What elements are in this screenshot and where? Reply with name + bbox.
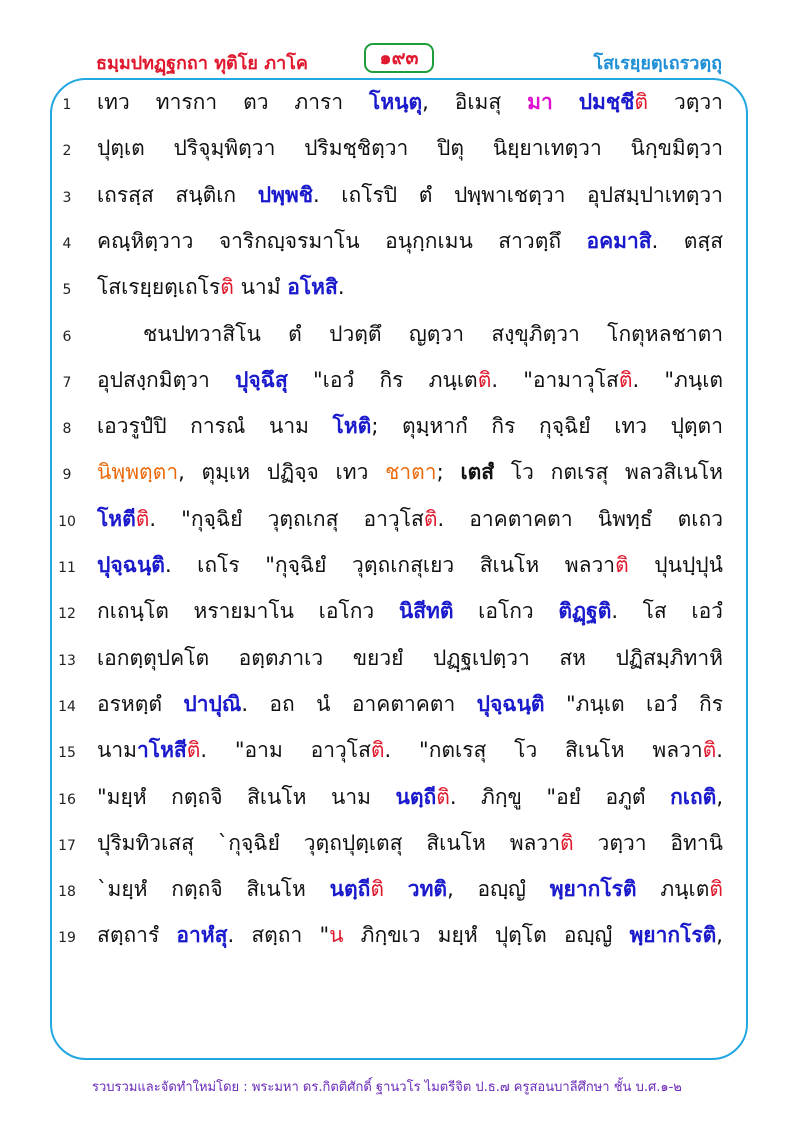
line-number: 5: [62, 282, 72, 299]
line-text: [97, 828, 723, 858]
text-segment: . "อาม อาวุโส: [200, 738, 371, 763]
text-segment: อุปสงฺกมิตฺวา: [97, 367, 236, 392]
highlighted-word: พฺยากโรติ: [629, 923, 717, 948]
highlighted-word: อาหํสุ: [176, 923, 228, 948]
text-segment: . "ภนฺเต: [632, 367, 723, 392]
text-line: [0, 639, 800, 685]
line-number: 12: [58, 606, 76, 623]
text-segment: "เอวํ กิร ภนฺเต: [287, 367, 478, 392]
highlighted-word: าโหสี: [137, 738, 187, 763]
text-segment: . "กุจฺฉิยํ วุตฺถเกสุ อาวุโส: [149, 506, 424, 531]
highlighted-word: ปมชฺชี: [578, 90, 635, 114]
line-text: [97, 87, 723, 117]
text-segment: , อิเมสุ: [422, 90, 528, 114]
text-line: [0, 268, 800, 314]
text-segment: นาม: [97, 738, 137, 763]
text-segment: .: [337, 275, 345, 300]
text-segment: . เถโรปิ ตํ ปพฺพาเชตฺวา อุปสมฺปาเทตฺวา: [313, 182, 723, 207]
highlighted-word: ติ: [370, 738, 385, 763]
text-segment: . "อามาวุโส: [491, 367, 619, 392]
text-segment: วตฺวา: [648, 90, 723, 114]
highlighted-word: กเถติ: [670, 784, 717, 809]
line-number: 15: [58, 745, 76, 762]
line-number: 2: [62, 143, 72, 160]
text-segment: เถรสฺส สนฺติเก: [97, 182, 258, 207]
highlighted-word: อคมาสิ: [586, 228, 652, 253]
line-text: [97, 457, 723, 487]
highlighted-word: ติฏฺฐติ: [558, 599, 612, 624]
highlighted-word: ปาปุณิ: [183, 691, 242, 716]
text-segment: . โส เอวํ: [611, 599, 723, 624]
page-number-badge: ๑๙๓: [364, 43, 434, 73]
line-text: [97, 365, 723, 395]
text-segment: ปุนปฺปุนํ: [628, 553, 723, 577]
text-segment: . อาคตาคตา นิพทฺธํ ตเถว: [437, 506, 723, 531]
highlighted-word: ติ: [370, 877, 385, 902]
line-number: 19: [58, 930, 76, 947]
text-segment: ภิกฺขเว มยฺหํ ปุตฺโต อญฺญํ: [343, 923, 630, 948]
highlighted-word: นิพฺพตฺตา: [97, 460, 179, 485]
text-line: [0, 778, 800, 824]
text-segment: "มยฺหํ กตฺถจิ สิเนโห นาม: [97, 784, 396, 809]
text-segment: เอวรูปํปิ การณํ นาม: [97, 414, 333, 439]
line-text: [97, 689, 723, 719]
line-text: [97, 874, 723, 904]
line-number: 8: [62, 421, 72, 438]
line-number: 3: [62, 189, 72, 206]
highlighted-word: ปพฺพชิ: [257, 182, 314, 207]
highlighted-word: ติ: [702, 738, 717, 763]
highlighted-word: โหติ: [332, 414, 372, 439]
text-segment: โว กตเรสุ พลวสิเนโห: [494, 460, 723, 485]
highlighted-word: ชาตา: [385, 460, 437, 485]
highlighted-word: ติ: [634, 90, 649, 114]
text-segment: .: [716, 738, 723, 763]
text-line: [0, 824, 800, 870]
text-segment: ปุริมทิวเสสุ `กุจฺฉิยํ วุตฺถปุตฺเตสุ สิเนโห พลวา: [97, 830, 561, 855]
text-line: [0, 500, 800, 546]
highlighted-word: โหตี: [97, 506, 136, 531]
section-title: โสเรยฺยตฺเถรวตฺถุ: [593, 53, 722, 74]
text-segment: ,: [716, 784, 723, 809]
highlighted-word: ปุจฺฉึสุ: [235, 367, 288, 392]
text-line: [0, 731, 800, 777]
text-line: [0, 176, 800, 222]
highlighted-word: ปุจฺฉนฺติ: [97, 553, 165, 577]
line-text: [97, 596, 723, 626]
text-line: [0, 592, 800, 638]
line-number: 13: [58, 652, 76, 669]
footer-credit: รวบรวมและจัดทำใหม่โดย : พระมหา ดร.กิตติศักดิ์ ฐานวโร ไมตรีจิต ป.ธ.๗ ครูสอนบาลีศึกษา ชั้น บ.ศ.๑-๒: [92, 1080, 682, 1095]
highlighted-word: นตฺถี: [395, 784, 437, 809]
text-line: [0, 546, 800, 592]
highlighted-word: ติ: [477, 367, 492, 392]
text-segment: วตฺวา อิทานิ: [573, 830, 723, 855]
page-header: [0, 40, 800, 80]
line-text: [97, 782, 723, 812]
text-segment: อรหตฺตํ: [97, 691, 184, 716]
text-line: [0, 83, 800, 129]
highlighted-word: พฺยากโรติ: [549, 877, 637, 902]
line-text: [97, 226, 723, 256]
line-number: 4: [62, 235, 72, 252]
line-number: 17: [58, 837, 76, 854]
highlighted-word: ติ: [709, 877, 723, 902]
text-segment: . ตสฺส: [651, 228, 723, 253]
text-segment: , อญฺญํ: [447, 877, 550, 902]
text-segment: ; ตุมฺหากํ กิร กุจฺฉิยํ เทว ปุตฺตา: [371, 414, 723, 439]
line-text: [97, 180, 723, 210]
line-number: 10: [58, 513, 76, 530]
text-segment: ชนปทวาสิโน ตํ ปวตฺตึ ญตฺวา สงฺขุภิตฺวา โกตุหลชาตา: [143, 321, 723, 346]
line-number: 14: [58, 698, 76, 715]
highlighted-word: ติ: [560, 830, 574, 855]
line-text: [97, 920, 723, 950]
highlighted-word: ติ: [186, 738, 201, 763]
line-text: [143, 319, 723, 349]
text-segment: , ตุมฺเห ปฏิจฺจ เทว: [178, 460, 386, 485]
text-line: [0, 685, 800, 731]
line-text: [97, 550, 723, 580]
text-segment: สตฺถารํ: [97, 923, 177, 948]
text-segment: เอโกว: [453, 599, 559, 624]
highlighted-word: น: [329, 923, 344, 948]
text-segment: ,: [716, 923, 723, 948]
line-number: 9: [62, 467, 72, 484]
text-segment: ปุตฺเต ปริจุมฺพิตฺวา ปริมชฺชิตฺวา ปิตุ นิยฺยาเทตฺวา นิกฺขมิตฺวา: [97, 136, 723, 161]
text-line: [0, 453, 800, 499]
line-number: 18: [58, 884, 76, 901]
highlighted-word: มา: [527, 90, 553, 114]
highlighted-word: เตสํ: [460, 460, 495, 485]
text-segment: "ภนฺเต เอวํ กิร: [544, 691, 723, 716]
highlighted-word: โหนฺตุ: [369, 90, 423, 114]
text-segment: . สตฺถา ": [227, 923, 330, 948]
text-segment: นามํ: [233, 275, 288, 300]
highlighted-word: ติ: [135, 506, 150, 531]
text-segment: ;: [436, 460, 461, 485]
line-text: [97, 272, 723, 302]
line-text: [97, 133, 723, 163]
highlighted-word: ติ: [436, 784, 450, 809]
highlighted-word: ติ: [423, 506, 438, 531]
text-segment: . ภิกฺขู "อยํ อภูตํ: [449, 784, 671, 809]
text-line: [0, 870, 800, 916]
highlighted-word: ติ: [220, 275, 234, 300]
text-segment: . อถ นํ อาคตาคตา: [241, 691, 477, 716]
book-title: ธมฺมปทฏฺฐกถา ทุติโย ภาโค: [96, 53, 308, 74]
text-line: [0, 361, 800, 407]
text-segment: [384, 877, 408, 901]
highlighted-word: วทติ: [407, 877, 448, 902]
text-segment: เอกตฺตุปคโต อตฺตภาเว ขยวยํ ปฏฺฐเปตฺวา สห ปฏิสมฺภิทาหิ: [97, 645, 723, 670]
text-line: [0, 315, 800, 361]
text-line: [0, 916, 800, 962]
text-line: [0, 222, 800, 268]
line-text: [97, 735, 723, 765]
highlighted-word: อโหสิ: [287, 275, 338, 300]
text-segment: . เถโร "กุจฺฉิยํ วุตฺถเกสุเยว สิเนโห พลวา: [164, 553, 616, 577]
line-text: [97, 504, 723, 534]
highlighted-word: ติ: [615, 553, 629, 577]
highlighted-word: นิสีทติ: [398, 599, 454, 624]
line-number: 6: [62, 328, 72, 345]
highlighted-word: ติ: [618, 367, 633, 392]
text-segment: `มยฺหํ กตฺถจิ สิเนโห: [97, 877, 330, 902]
text-segment: เทว ทารกา ตว ภารา: [97, 90, 370, 114]
text-segment: คณฺหิตฺวาว จาริกญฺจรมาโน อนุกฺกเมน สาวตฺถึ: [97, 228, 587, 253]
text-segment: [553, 90, 579, 114]
line-text: [97, 643, 723, 673]
line-number: 11: [58, 560, 76, 576]
line-number: 1: [62, 97, 72, 113]
text-line: [0, 407, 800, 453]
text-segment: โสเรยฺยตฺเถโร: [97, 275, 221, 300]
text-segment: กเถนฺโต หรายมาโน เอโกว: [97, 599, 399, 624]
line-number: 16: [58, 791, 76, 808]
highlighted-word: นตฺถี: [329, 877, 371, 902]
highlighted-word: ปุจฺฉนฺติ: [476, 691, 545, 716]
line-number: 7: [62, 374, 72, 391]
text-line: [0, 129, 800, 175]
text-segment: ภนฺเต: [636, 877, 710, 902]
line-text: [97, 411, 723, 441]
text-segment: . "กตเรสุ โว สิเนโห พลวา: [384, 738, 703, 763]
